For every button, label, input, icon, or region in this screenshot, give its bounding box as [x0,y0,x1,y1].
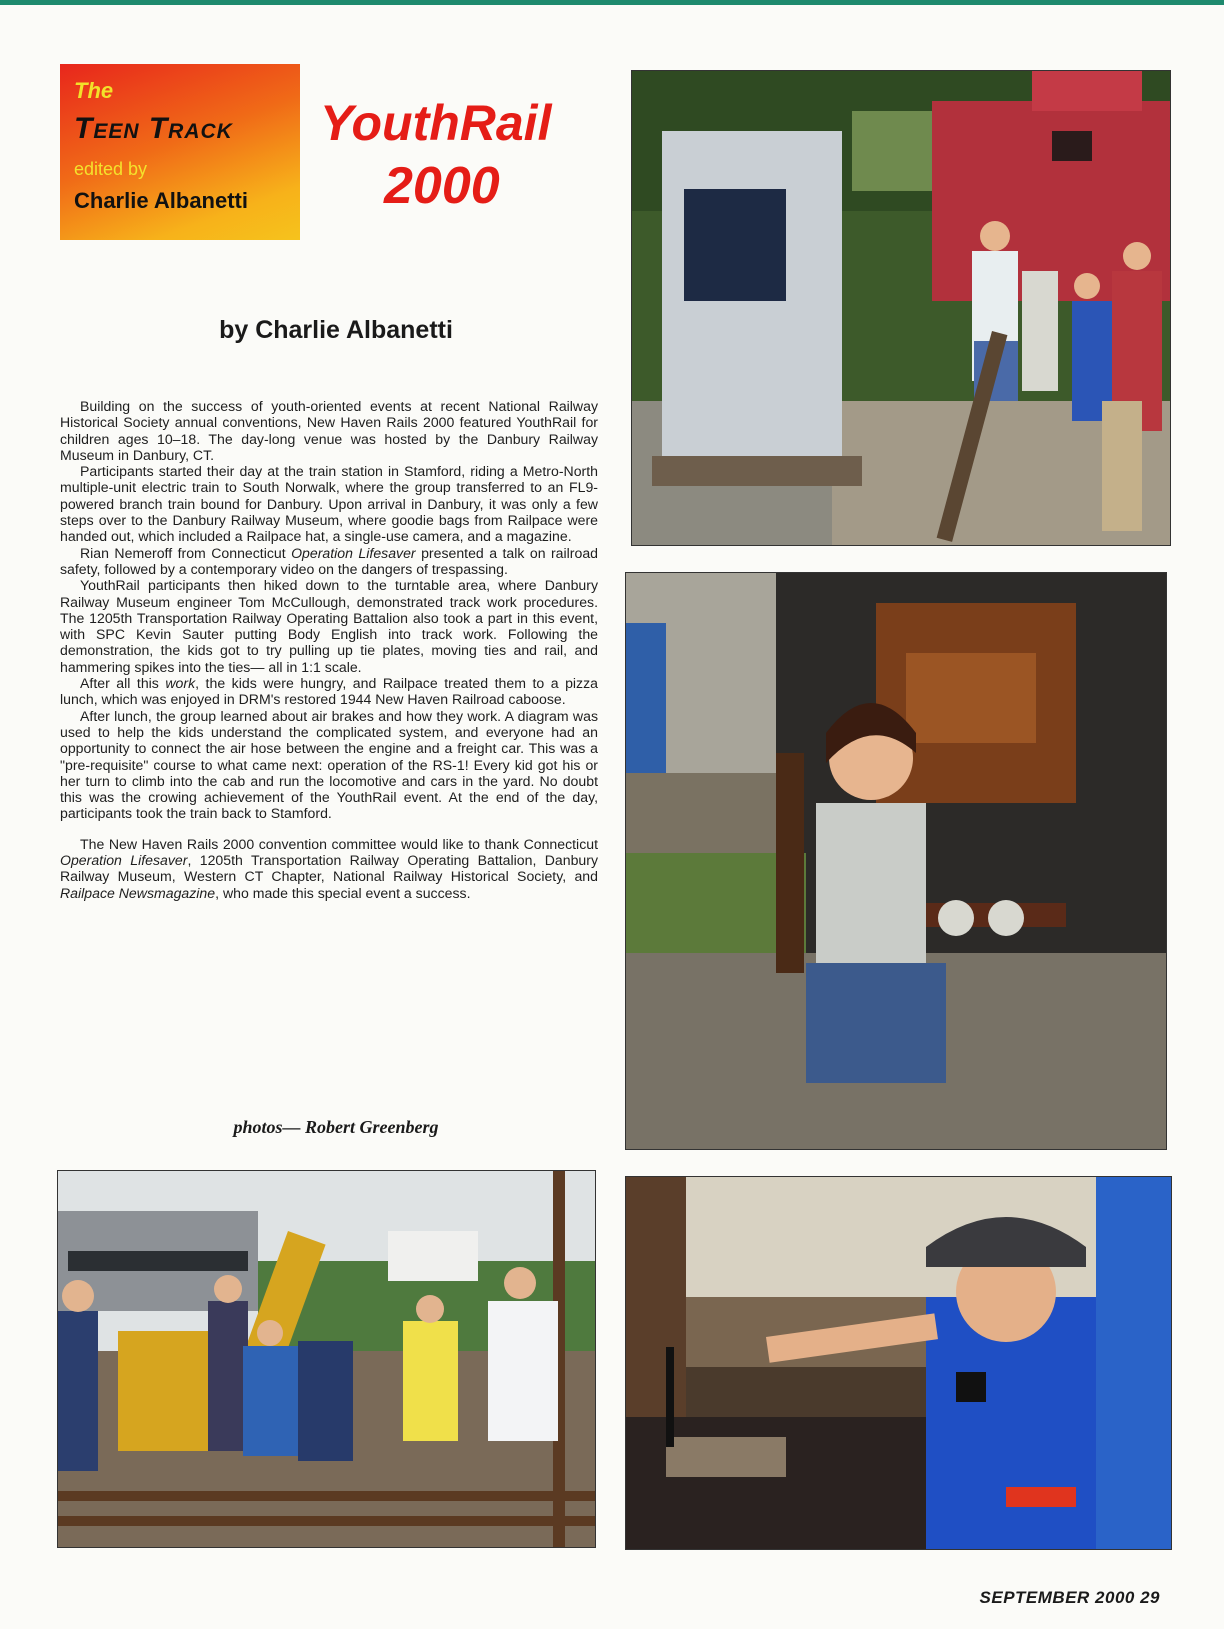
photo-credit: photos— Robert Greenberg [233,1117,439,1137]
article-body [60,398,598,901]
article-title-line1: YouthRail [320,95,552,151]
text-run: The New Haven Rails 2000 convention committee would like to thank Connecticut [80,835,598,852]
text-run: presented a talk on railroad safety, followed by a contemporary video on the dangers of trespassing. [60,544,598,577]
article-title-line2: 2000 [384,157,500,215]
header-teen-track: Teen Track [74,112,233,145]
text-run: Building on the success of youth-oriented events at recent National Railway Historical Society annual conventions, New Haven Rails 2000 featured YouthRail for children ages 10–18. The day-long venue was hosted by the Danbury Railway Museum in Danbury, CT. [60,398,598,463]
article-paragraph [60,577,598,675]
header-the: The [74,78,114,103]
article-paragraph [60,463,598,544]
text-run: , the kids were hungry, and Railpace treated them to a pizza lunch, which was enjoyed in DRM's restored 1944 New Haven Railroad caboose. [60,675,598,708]
italic-text: Railpace Newsmagazine [60,884,216,901]
article-paragraph [60,398,598,463]
header-edited-by: edited by [74,159,148,179]
photo-caboose-shed [631,70,1171,546]
article-paragraph [60,708,598,822]
article-paragraph [60,545,598,578]
text-run: Participants started their day at the train station in Stamford, riding a Metro-North multiple-unit electric train to South Norwalk, where the group transferred to an FL9-powered branch train bound for Danbury. Upon arrival in Danbury, it was only a few steps over to the Danbury Railway Museum, where goodie bags from Railpace were handed out, which included a Railpace hat, a single-use camera, and a magazine. [60,463,598,545]
article-byline: by Charlie Albanetti [219,316,453,344]
article-paragraph [60,836,598,901]
text-run: , 1205th Transportation Railway Operating Battalion, Danbury Railway Museum, Western CT Chapter, National Railway Historical Society, and [60,852,599,885]
italic-text: Operation Lifesaver [291,544,416,561]
header-editor-name: Charlie Albanetti [74,188,248,213]
photo-track-work-group [57,1170,596,1548]
text-run: After lunch, the group learned about air brakes and how they work. A diagram was used to help the kids understand the complicated system, and everyone had an opportunity to connect the air hose between the engine and a freight car. This was a "pre-requisite" course to what came next: operation of the RS-1! Every kid got his or her turn to climb into the cab and run the locomotive and cars in the yard. No doubt this was the crowing achievement of the YouthRail event. At the end of the day, participants took the train back to Stamford. [60,707,598,822]
text-run: , who made this special event a success. [215,884,471,901]
top-accent-bar [0,0,1224,5]
article-paragraph [60,675,598,708]
italic-text: work [165,675,196,692]
italic-text: Operation Lifesaver [60,852,188,869]
text-run: YouthRail participants then hiked down to the turntable area, where Danbury Railway Museum engineer Tom McCullough, demonstrated track work procedures. The 1205th Transportation Railway Operating Battalion also took a part in this event, with SPC Kevin Sauter putting Body English into track work. Following the demonstration, the kids got to try pulling up tie plates, moving ties and rail, and hammering spikes into the ties— all in 1:1 scale. [60,577,598,675]
page-folio: SEPTEMBER 2000 29 [979,1588,1160,1607]
photo-air-hose-girl [625,572,1167,1150]
text-run: Rian Nemeroff from Connecticut [80,544,292,561]
photo-boy-locomotive-controls [625,1176,1172,1550]
text-run: After all this [80,675,166,692]
teen-track-header-box [60,64,300,240]
